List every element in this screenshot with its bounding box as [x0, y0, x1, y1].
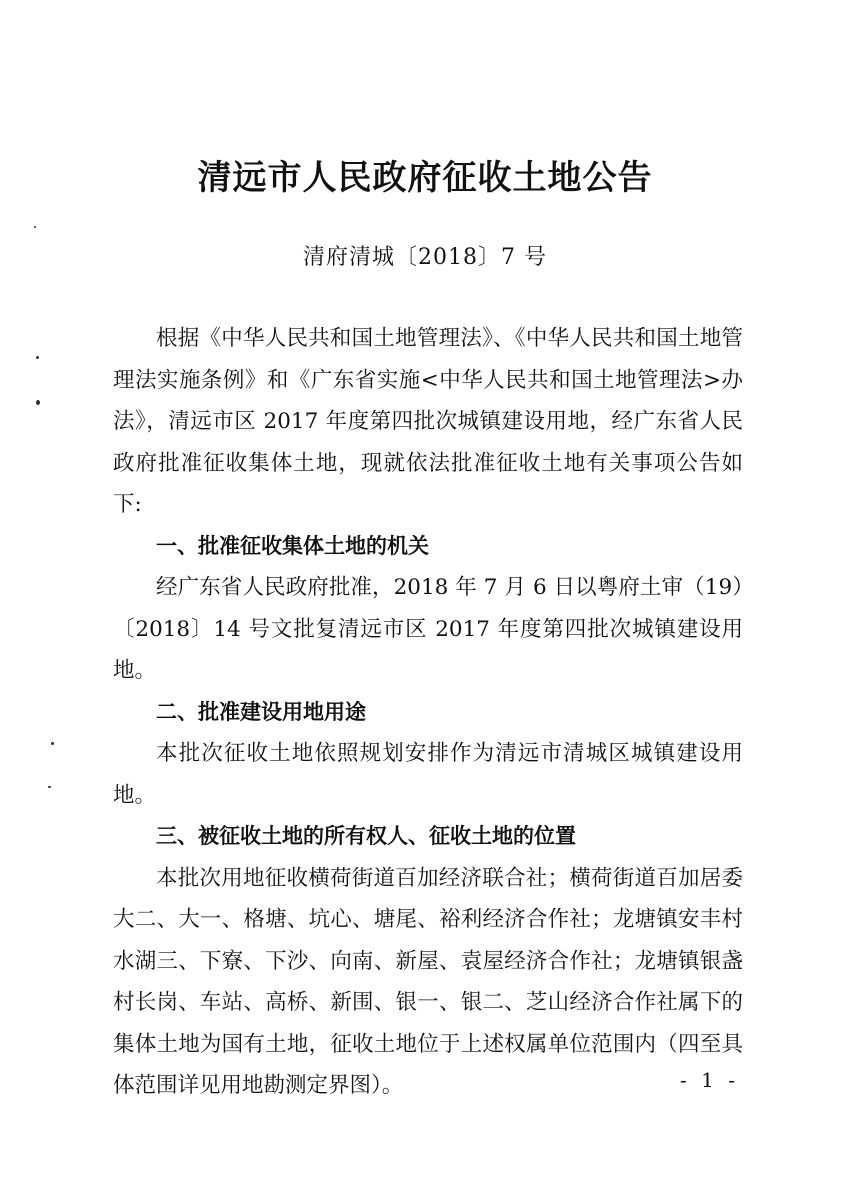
document-body: [113, 318, 743, 1107]
scan-speck: [51, 742, 54, 745]
scan-speck: [48, 786, 51, 788]
document-title: 清远市人民政府征收土地公告: [197, 158, 653, 198]
section-text-1: 经广东省人民政府批准，2018 年 7 月 6 日以粤府土审（19）〔2018〕14 号文批复清远市区 2017 年度第四批次城镇建设用地。: [113, 575, 743, 683]
document-number: 清府清城〔2018〕7 号: [303, 245, 547, 270]
page-number: - 1 -: [680, 1068, 739, 1092]
scan-speck: [36, 356, 39, 359]
section-heading-1: 一、批准征收集体土地的机关: [156, 533, 429, 558]
intro-paragraph: 根据《中华人民共和国土地管理法》、《中华人民共和国土地管理法实施条例》和《广东省实施<中华人民共和国土地管理法>办法》，清远市区 2017 年度第四批次城镇建设用地，经广东省人民政府批准征收集体土地，现就依法批准征收土地有关事项公告如下:: [113, 326, 743, 517]
scan-speck: [36, 400, 40, 405]
section-heading-2: 二、批准建设用地用途: [156, 699, 366, 724]
section-heading-3: 三、被征收土地的所有权人、征收土地的位置: [156, 824, 576, 848]
scan-speck: [34, 226, 36, 228]
section-text-2: 本批次征收土地依照规划安排作为清远市清城区城镇建设用地。: [113, 741, 743, 808]
section-text-3: 本批次用地征收横荷街道百加经济联合社；横荷街道百加居委大二、大一、格塘、坑心、塘尾、裕利经济合作社；龙塘镇安丰村水湖三、下寮、下沙、向南、新屋、袁屋经济合作社；龙塘镇银盏村长岗、车站、高桥、新围、银一、银二、芝山经济合作社属下的集体土地为国有土地，征收土地位于上述权属单位范围内（四至具体范围详见用地勘测定界图）。: [113, 865, 743, 1098]
